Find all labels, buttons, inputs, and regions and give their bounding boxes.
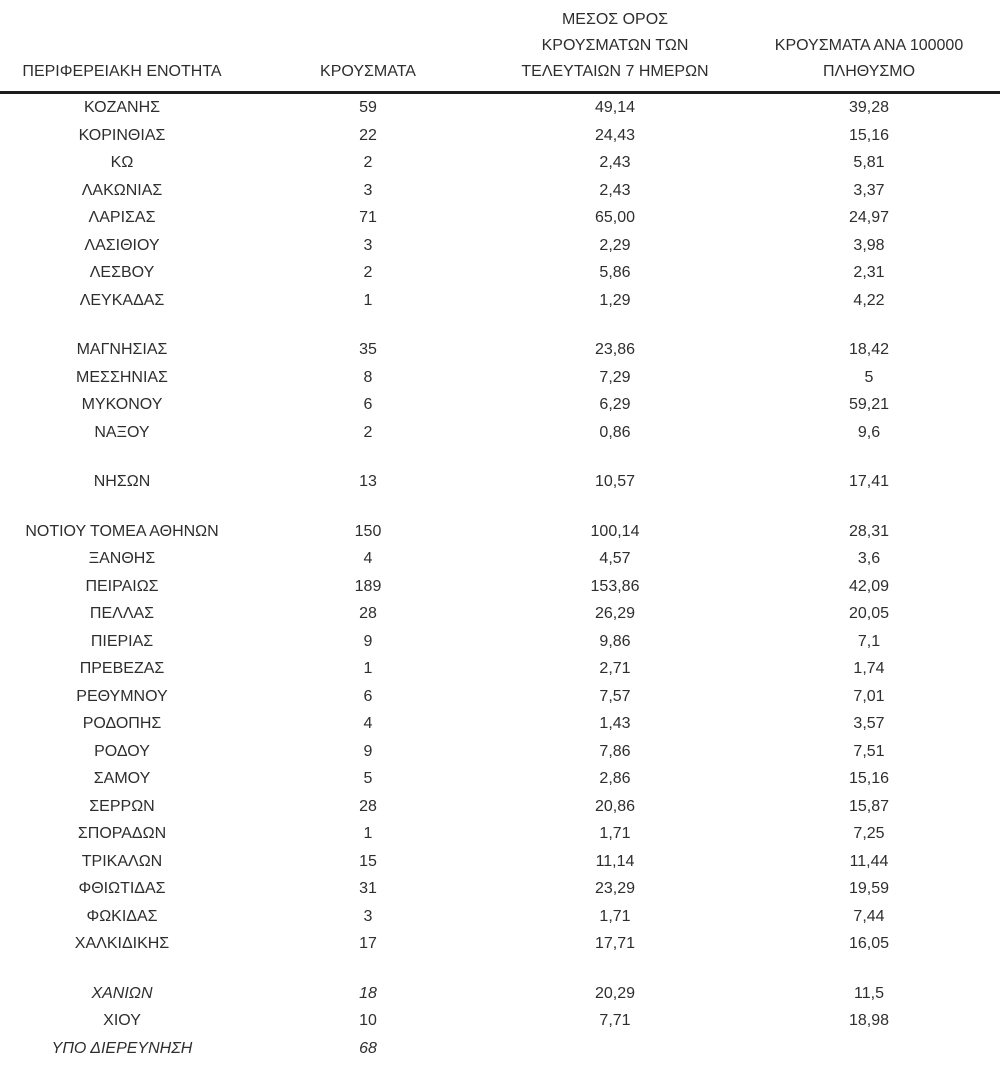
avg7-value: 5,86 bbox=[599, 264, 631, 281]
avg7-value: 153,86 bbox=[590, 577, 640, 595]
region-name bbox=[0, 314, 244, 336]
avg7-value: 0,86 bbox=[599, 423, 631, 441]
table-row bbox=[0, 177, 1000, 205]
col-header-avg7 bbox=[492, 0, 738, 93]
col-header-cases bbox=[244, 0, 492, 93]
table-row bbox=[0, 710, 1000, 738]
region-name: ΞΑΝΘΗΣ bbox=[88, 550, 156, 567]
cases-value: 22 bbox=[359, 126, 377, 144]
table-row bbox=[0, 1035, 1000, 1063]
cases-value: 4 bbox=[363, 715, 373, 732]
region-name: ΚΟΖΑΝΗΣ bbox=[83, 99, 161, 116]
region-name bbox=[0, 958, 244, 980]
per100k-value bbox=[738, 446, 1000, 468]
cases-value: 59 bbox=[359, 99, 377, 116]
cases-value: 6 bbox=[363, 396, 373, 413]
table-row bbox=[0, 287, 1000, 315]
region-name: ΜΑΓΝΗΣΙΑΣ bbox=[76, 341, 168, 358]
table-row bbox=[0, 848, 1000, 876]
col-header-per100k-line1: ΚΡΟΥΣΜΑΤΑ ΑΝΑ 100000 bbox=[774, 37, 964, 54]
region-name bbox=[0, 496, 244, 518]
region-name: ΡΟΔΟΠΗΣ bbox=[82, 715, 162, 732]
table-body bbox=[0, 93, 1000, 1063]
region-name: ΧΙΟΥ bbox=[103, 1012, 141, 1029]
cases-value: 1 bbox=[363, 291, 373, 309]
per100k-value: 59,21 bbox=[848, 396, 890, 413]
col-header-avg7-line1: ΜΕΣΟΣ ΟΡΟΣ bbox=[561, 11, 669, 28]
avg7-value: 2,71 bbox=[599, 660, 631, 677]
cases-value: 1 bbox=[363, 825, 373, 842]
per100k-value: 7,44 bbox=[853, 907, 885, 925]
region-name: ΣΕΡΡΩΝ bbox=[89, 797, 155, 815]
cases-value: 68 bbox=[359, 1039, 377, 1057]
table-row bbox=[0, 364, 1000, 392]
avg7-value bbox=[492, 446, 738, 468]
per100k-value: 17,41 bbox=[848, 473, 890, 490]
per100k-value bbox=[738, 958, 1000, 980]
cases-value: 28 bbox=[359, 797, 377, 815]
avg7-value: 11,14 bbox=[595, 852, 635, 870]
avg7-value: 20,29 bbox=[594, 984, 636, 1002]
avg7-value: 26,29 bbox=[594, 605, 636, 622]
avg7-value: 1,29 bbox=[599, 291, 631, 309]
table-row bbox=[0, 980, 1000, 1008]
per100k-value: 18,42 bbox=[848, 341, 890, 358]
region-name: ΝΗΣΩΝ bbox=[93, 473, 151, 490]
per100k-value: 5,81 bbox=[853, 154, 885, 171]
per100k-value: 15,87 bbox=[848, 797, 890, 815]
region-name: ΠΙΕΡΙΑΣ bbox=[90, 632, 154, 650]
region-name bbox=[0, 446, 244, 468]
region-name: ΦΘΙΩΤΙΔΑΣ bbox=[78, 880, 166, 897]
table-row bbox=[0, 545, 1000, 573]
avg7-value: 23,29 bbox=[594, 880, 636, 897]
per100k-value: 24,97 bbox=[848, 209, 890, 226]
cases-value bbox=[244, 496, 492, 518]
per100k-value: 4,22 bbox=[853, 291, 885, 309]
table-row bbox=[0, 930, 1000, 958]
avg7-value: 2,43 bbox=[599, 154, 631, 171]
per100k-value: 19,59 bbox=[848, 880, 890, 897]
table-row bbox=[0, 765, 1000, 793]
avg7-value: 2,86 bbox=[599, 770, 631, 787]
per100k-value: 28,31 bbox=[848, 522, 890, 540]
cases-value bbox=[244, 446, 492, 468]
table-row bbox=[0, 655, 1000, 683]
per100k-value: 16,05 bbox=[848, 935, 890, 952]
col-header-avg7-line2: ΚΡΟΥΣΜΑΤΩΝ ΤΩΝ bbox=[541, 37, 689, 54]
cases-value: 71 bbox=[359, 209, 377, 226]
per100k-value: 3,37 bbox=[853, 181, 885, 199]
table-row bbox=[0, 93, 1000, 122]
avg7-value: 2,43 bbox=[599, 181, 631, 199]
cases-value: 10 bbox=[359, 1012, 377, 1029]
cases-value bbox=[244, 958, 492, 980]
avg7-value: 7,86 bbox=[599, 742, 631, 760]
avg7-value: 17,71 bbox=[594, 935, 636, 952]
region-name: ΧΑΝΙΩΝ bbox=[91, 984, 153, 1002]
region-name: ΠΕΛΛΑΣ bbox=[89, 605, 155, 622]
cases-value: 6 bbox=[363, 687, 373, 705]
cases-value: 9 bbox=[363, 632, 373, 650]
table-row bbox=[0, 391, 1000, 419]
per100k-value: 3,6 bbox=[857, 550, 881, 567]
table-row bbox=[0, 204, 1000, 232]
cases-value: 2 bbox=[363, 423, 373, 441]
cases-value: 3 bbox=[363, 236, 373, 254]
col-header-per100k-line2: ΠΛΗΘΥΣΜΟ bbox=[822, 63, 916, 80]
per100k-value: 42,09 bbox=[848, 577, 890, 595]
table-row bbox=[0, 468, 1000, 496]
avg7-value: 10,57 bbox=[594, 473, 636, 490]
cases-value: 3 bbox=[363, 907, 373, 925]
per100k-value bbox=[738, 1035, 1000, 1063]
cases-value: 4 bbox=[363, 550, 373, 567]
region-name: ΜΕΣΣΗΝΙΑΣ bbox=[76, 368, 168, 386]
table-row bbox=[0, 628, 1000, 656]
avg7-value: 1,71 bbox=[599, 907, 631, 925]
per100k-value: 2,31 bbox=[853, 264, 885, 281]
per100k-value: 15,16 bbox=[848, 770, 890, 787]
region-name: ΛΕΣΒΟΥ bbox=[89, 264, 155, 281]
table-header bbox=[0, 0, 1000, 93]
cases-value: 15 bbox=[359, 852, 377, 870]
region-name: ΣΠΟΡΑΔΩΝ bbox=[77, 825, 167, 842]
col-header-region bbox=[0, 0, 244, 93]
region-name: ΛΑΣΙΘΙΟΥ bbox=[84, 236, 160, 254]
avg7-value: 49,14 bbox=[594, 99, 636, 116]
per100k-value: 20,05 bbox=[848, 605, 890, 622]
cases-value: 150 bbox=[354, 522, 382, 540]
cases-value: 189 bbox=[354, 577, 382, 595]
avg7-value: 65,00 bbox=[594, 209, 636, 226]
table-header-row bbox=[0, 0, 1000, 93]
table-row bbox=[0, 149, 1000, 177]
cases-value: 17 bbox=[359, 935, 377, 952]
table-row bbox=[0, 122, 1000, 150]
spacer-row bbox=[0, 958, 1000, 980]
per100k-value: 7,51 bbox=[853, 742, 885, 760]
cases-value: 18 bbox=[359, 984, 377, 1002]
table-row bbox=[0, 683, 1000, 711]
avg7-value bbox=[492, 958, 738, 980]
avg7-value: 7,71 bbox=[599, 1012, 631, 1029]
table-row bbox=[0, 259, 1000, 287]
table-row bbox=[0, 518, 1000, 546]
per100k-value: 3,57 bbox=[853, 715, 885, 732]
per100k-value: 5 bbox=[864, 368, 874, 386]
region-name: ΛΕΥΚΑΔΑΣ bbox=[79, 291, 165, 309]
per100k-value: 7,01 bbox=[853, 687, 885, 705]
cases-value: 2 bbox=[363, 264, 373, 281]
cases-value: 8 bbox=[363, 368, 373, 386]
avg7-value: 9,86 bbox=[599, 632, 631, 650]
per100k-value: 1,74 bbox=[853, 660, 885, 677]
per100k-value bbox=[738, 496, 1000, 518]
col-header-avg7-line3: ΤΕΛΕΥΤΑΙΩΝ 7 ΗΜΕΡΩΝ bbox=[521, 63, 709, 80]
avg7-value bbox=[492, 314, 738, 336]
avg7-value: 7,57 bbox=[599, 687, 631, 705]
avg7-value: 23,86 bbox=[594, 341, 636, 358]
avg7-value: 1,71 bbox=[599, 825, 631, 842]
cases-value: 35 bbox=[359, 341, 377, 358]
per100k-value: 7,25 bbox=[853, 825, 885, 842]
region-name: ΝΟΤΙΟΥ ΤΟΜΕΑ ΑΘΗΝΩΝ bbox=[25, 522, 219, 540]
spacer-row bbox=[0, 496, 1000, 518]
per100k-value: 11,44 bbox=[849, 852, 889, 870]
region-name: ΛΑΡΙΣΑΣ bbox=[88, 209, 156, 226]
spacer-row bbox=[0, 314, 1000, 336]
avg7-value: 100,14 bbox=[590, 522, 640, 540]
col-header-cases-label: ΚΡΟΥΣΜΑΤΑ bbox=[320, 63, 416, 80]
region-name: ΛΑΚΩΝΙΑΣ bbox=[81, 181, 163, 199]
avg7-value: 24,43 bbox=[594, 126, 636, 144]
cases-value: 13 bbox=[359, 473, 377, 490]
cases-value: 9 bbox=[363, 742, 373, 760]
region-name: ΠΕΙΡΑΙΩΣ bbox=[85, 577, 159, 595]
avg7-value: 4,57 bbox=[599, 550, 631, 567]
table-row bbox=[0, 1007, 1000, 1035]
region-name: ΠΡΕΒΕΖΑΣ bbox=[79, 660, 165, 677]
region-name: ΡΟΔΟΥ bbox=[94, 742, 150, 760]
region-name: ΣΑΜΟΥ bbox=[93, 770, 151, 787]
region-name: ΝΑΞΟΥ bbox=[94, 423, 150, 441]
table-row bbox=[0, 600, 1000, 628]
region-name: ΧΑΛΚΙΔΙΚΗΣ bbox=[74, 935, 170, 952]
per100k-value: 39,28 bbox=[848, 99, 890, 116]
avg7-value bbox=[492, 1035, 738, 1063]
cases-value: 28 bbox=[359, 605, 377, 622]
avg7-value bbox=[492, 496, 738, 518]
cases-value: 31 bbox=[359, 880, 377, 897]
per100k-value: 18,98 bbox=[848, 1012, 890, 1029]
table-row bbox=[0, 573, 1000, 601]
avg7-value: 6,29 bbox=[599, 396, 631, 413]
per100k-value: 9,6 bbox=[857, 423, 881, 441]
cases-value: 5 bbox=[363, 770, 373, 787]
region-name: ΜΥΚΟΝΟΥ bbox=[81, 396, 163, 413]
cases-value: 1 bbox=[363, 660, 373, 677]
table-row bbox=[0, 903, 1000, 931]
table-row bbox=[0, 232, 1000, 260]
region-name: ΚΟΡΙΝΘΙΑΣ bbox=[78, 126, 166, 144]
avg7-value: 20,86 bbox=[594, 797, 636, 815]
table-row bbox=[0, 738, 1000, 766]
table-row bbox=[0, 419, 1000, 447]
spacer-row bbox=[0, 446, 1000, 468]
avg7-value: 2,29 bbox=[599, 236, 631, 254]
per100k-value: 7,1 bbox=[857, 632, 881, 650]
per100k-value bbox=[738, 314, 1000, 336]
cases-value: 2 bbox=[363, 154, 373, 171]
cases-value bbox=[244, 314, 492, 336]
per100k-value: 15,16 bbox=[848, 126, 890, 144]
col-header-per100k bbox=[738, 0, 1000, 93]
table-row bbox=[0, 875, 1000, 903]
region-name: ΥΠΟ ΔΙΕΡΕΥΝΗΣΗ bbox=[51, 1039, 193, 1057]
per100k-value: 11,5 bbox=[854, 984, 884, 1002]
avg7-value: 1,43 bbox=[599, 715, 631, 732]
table-row bbox=[0, 820, 1000, 848]
table-row bbox=[0, 793, 1000, 821]
region-name: ΤΡΙΚΑΛΩΝ bbox=[81, 852, 163, 870]
region-name: ΚΩ bbox=[110, 154, 134, 171]
region-name: ΦΩΚΙΔΑΣ bbox=[86, 907, 158, 925]
cases-value: 3 bbox=[363, 181, 373, 199]
per100k-value: 3,98 bbox=[853, 236, 885, 254]
table-row bbox=[0, 336, 1000, 364]
avg7-value: 7,29 bbox=[599, 368, 631, 386]
region-name: ΡΕΘΥΜΝΟΥ bbox=[76, 687, 168, 705]
col-header-region-label: ΠΕΡΙΦΕΡΕΙΑΚΗ ΕΝΟΤΗΤΑ bbox=[22, 63, 222, 80]
